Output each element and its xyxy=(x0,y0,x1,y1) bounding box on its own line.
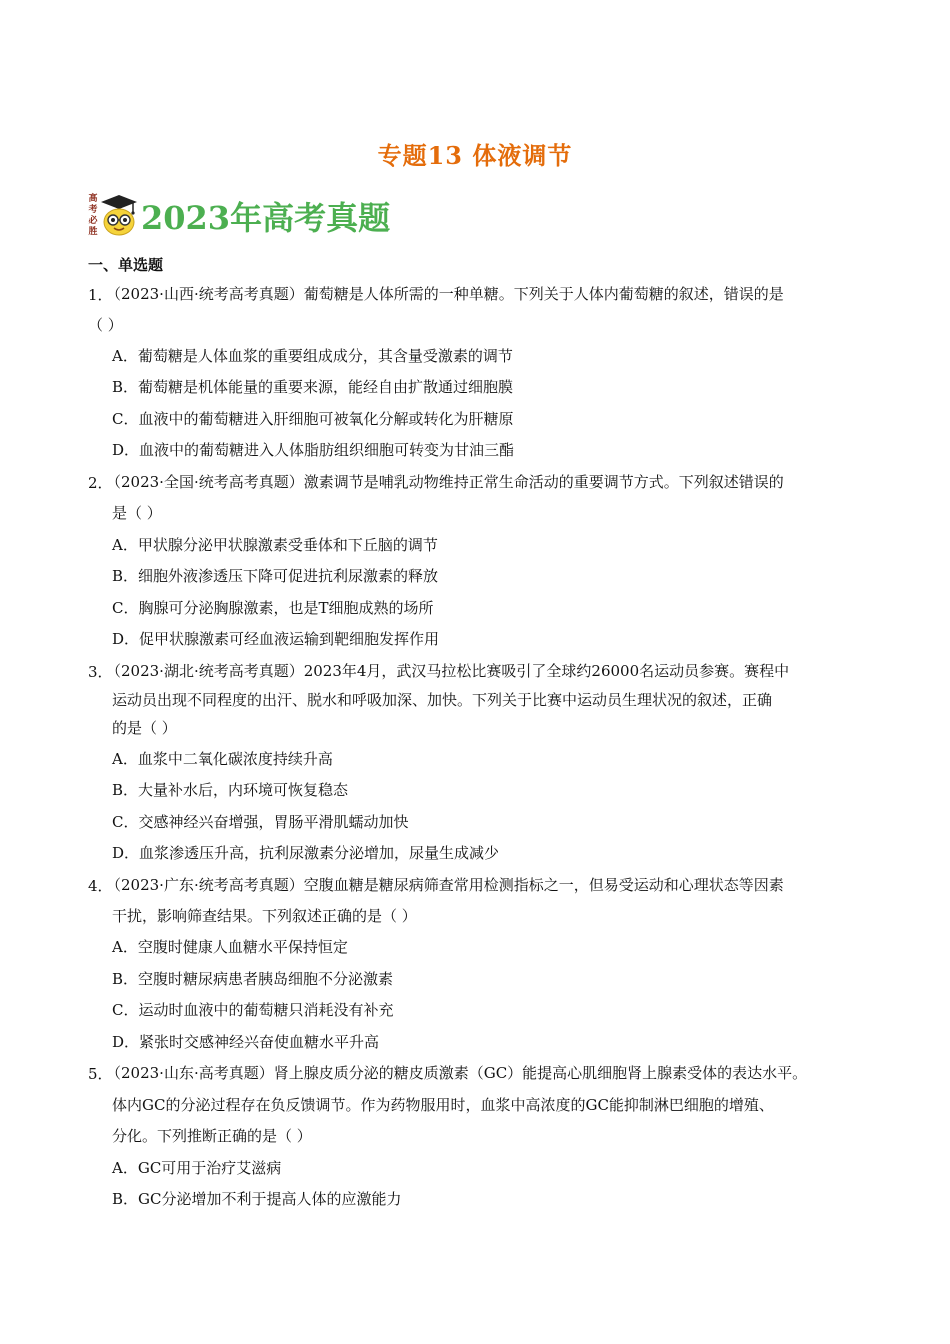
question-text: （2023·山西·统考高考真题）葡萄糖是人体所需的一种单糖。下列关于人体内葡萄糖的叙述，错误的是 xyxy=(106,285,784,303)
question-number: 5． xyxy=(88,1065,113,1083)
question-text: （2023·全国·统考高考真题）激素调节是哺乳动物维持正常生命活动的重要调节方式。下列叙述错误的 xyxy=(106,473,784,491)
option-c: C．胸腺可分泌胸腺激素，也是T细胞成熟的场所 xyxy=(112,599,434,617)
option-a: A．GC可用于治疗艾滋病 xyxy=(112,1159,282,1177)
option-a: A．甲状腺分泌甲状腺激素受垂体和下丘脑的调节 xyxy=(112,536,438,554)
option-d: D．血浆渗透压升高，抗利尿激素分泌增加，尿量生成减少 xyxy=(112,844,500,862)
question-text: （2023·广东·统考高考真题）空腹血糖是糖尿病筛查常用检测指标之一，但易受运动和心理状态等因素 xyxy=(106,876,784,894)
option-c: C．血液中的葡萄糖进入肝细胞可被氧化分解或转化为肝糖原 xyxy=(112,410,514,428)
option-b: B．空腹时糖尿病患者胰岛细胞不分泌激素 xyxy=(112,970,394,988)
option-c: C．交感神经兴奋增强，胃肠平滑肌蠕动加快 xyxy=(112,813,409,831)
option-d: D．促甲状腺激素可经血液运输到靶细胞发挥作用 xyxy=(112,630,440,648)
question-number: 1． xyxy=(88,286,113,304)
option-b: B．GC分泌增加不利于提高人体的应激能力 xyxy=(112,1190,402,1208)
question-number: 4． xyxy=(88,877,113,895)
exam-badge xyxy=(87,192,139,240)
option-a: A．血浆中二氧化碳浓度持续升高 xyxy=(112,750,333,768)
option-a: A．葡萄糖是人体血浆的重要组成成分，其含量受激素的调节 xyxy=(112,347,513,365)
option-d: D．紧张时交感神经兴奋使血糖水平升高 xyxy=(112,1033,380,1051)
page-title: 专题13 体液调节 xyxy=(377,141,573,170)
question-text: 分化。下列推断正确的是（ ） xyxy=(112,1127,312,1145)
question-number: 3． xyxy=(88,663,113,681)
section-banner xyxy=(87,192,390,240)
banner-title: 2023年高考真题 xyxy=(141,199,391,237)
badge-text: 高考必胜 xyxy=(88,194,98,237)
section-heading: 一、单选题 xyxy=(88,256,164,274)
option-c: C．运动时血液中的葡萄糖只消耗没有补充 xyxy=(112,1001,394,1019)
question-text: 体内GC的分泌过程存在负反馈调节。作为药物服用时，血浆中高浓度的GC能抑制淋巴细胞的增殖、 xyxy=(112,1096,774,1114)
option-b: B．葡萄糖是机体能量的重要来源，能经自由扩散通过细胞膜 xyxy=(112,378,514,396)
question-text: 运动员出现不同程度的出汗、脱水和呼吸加深、加快。下列关于比赛中运动员生理状况的叙述，正确 xyxy=(112,691,773,709)
owl-graduate-icon xyxy=(99,194,139,238)
question-number: 2． xyxy=(88,474,113,492)
question-text: 是（ ） xyxy=(112,504,162,522)
question-text: （2023·湖北·统考高考真题）2023年4月，武汉马拉松比赛吸引了全球约26000名运动员参赛。赛程中 xyxy=(106,662,790,680)
option-b: B．大量补水后，内环境可恢复稳态 xyxy=(112,781,349,799)
option-a: A．空腹时健康人血糖水平保持恒定 xyxy=(112,938,348,956)
question-text: （ ） xyxy=(88,316,123,334)
question-text: 干扰，影响筛查结果。下列叙述正确的是（ ） xyxy=(112,907,417,925)
option-b: B．细胞外液渗透压下降可促进抗利尿激素的释放 xyxy=(112,567,439,585)
question-text: 的是（ ） xyxy=(112,719,177,737)
option-d: D．血液中的葡萄糖进入人体脂肪组织细胞可转变为甘油三酯 xyxy=(112,441,515,459)
question-text: （2023·山东·高考真题）肾上腺皮质分泌的糖皮质激素（GC）能提高心肌细胞肾上腺素受体的表达水平。 xyxy=(106,1064,808,1082)
